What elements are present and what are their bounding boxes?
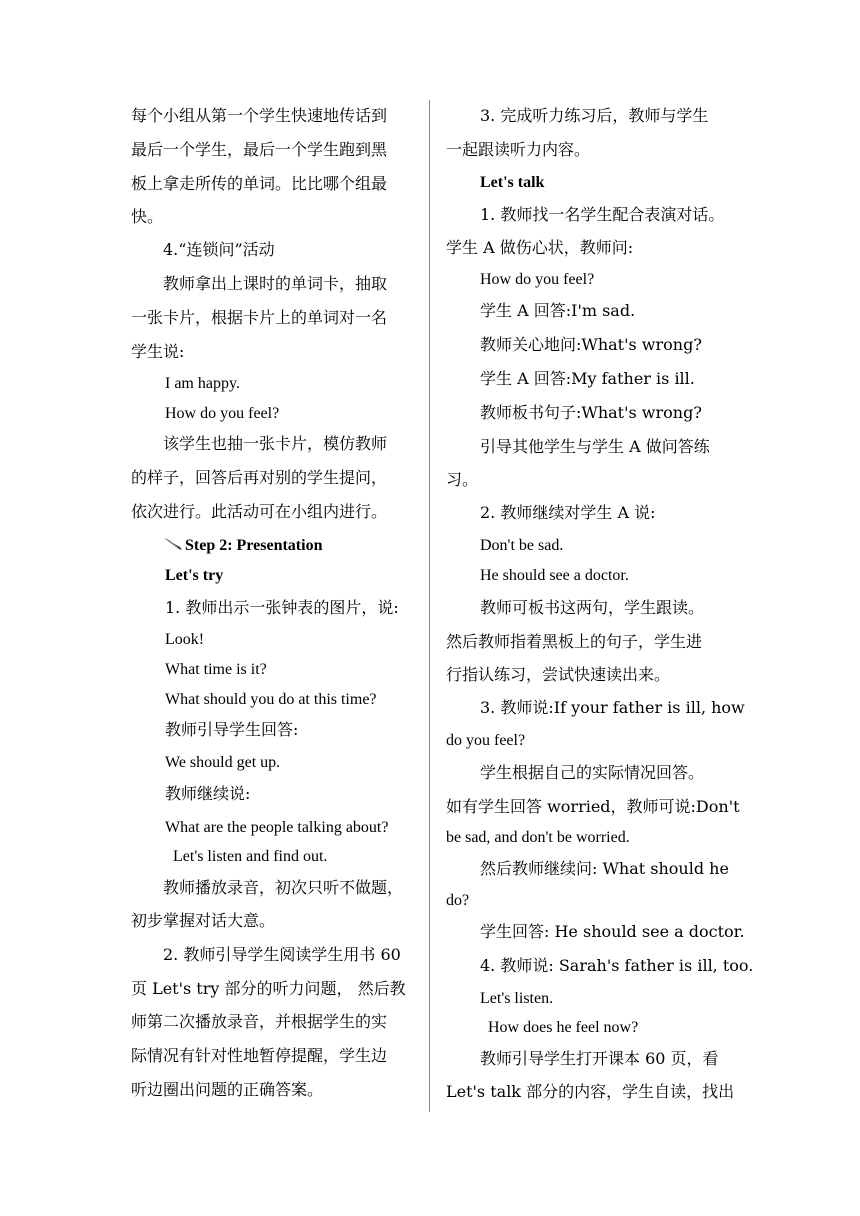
subsection-heading: Let's talk <box>480 174 545 191</box>
english-line: do? <box>446 892 470 909</box>
english-line: Look! <box>165 631 205 648</box>
text-line: 学生 A 回答:My father is ill. <box>480 369 695 388</box>
english-line: do you feel? <box>446 732 526 749</box>
text-line: 教师引导学生打开课本 60 页，看 <box>480 1049 719 1068</box>
text-line: 如有学生回答 worried，教师可说:Don't <box>446 797 740 816</box>
text-line: 3. 完成听力练习后，教师与学生 <box>480 106 709 125</box>
english-line: What are the people talking about? <box>165 819 389 836</box>
text-line: 教师关心地问:What's wrong? <box>480 335 702 354</box>
text-line: 教师拿出上课时的单词卡，抽取 <box>163 274 388 293</box>
text-line: 教师可板书这两句，学生跟读。 <box>480 598 705 617</box>
section-heading: 4.“连锁问”活动 <box>163 240 275 259</box>
text-line: 2. 教师引导学生阅读学生用书 60 <box>163 945 401 964</box>
english-line: We should get up. <box>165 754 281 771</box>
english-line: Don't be sad. <box>480 537 564 554</box>
text-line: 教师播放录音，初次只听不做题， <box>163 878 404 897</box>
text-line: 每个小组从第一个学生快速地传话到 <box>131 106 388 125</box>
text-line: 快。 <box>131 207 164 226</box>
english-line: be sad, and don't be worried. <box>446 829 630 846</box>
english-line: How do you feel? <box>480 271 595 288</box>
english-line: He should see a doctor. <box>480 567 629 584</box>
text-line: 初步掌握对话大意。 <box>131 911 276 930</box>
text-line: 该学生也抽一张卡片，模仿教师 <box>163 434 388 453</box>
text-line: 一张卡片，根据卡片上的单词对一名 <box>131 308 388 327</box>
text-line: 一起跟读听力内容。 <box>446 140 591 159</box>
text-line: 学生根据自己的实际情况回答。 <box>480 763 705 782</box>
text-line: 学生 A 回答:I'm sad. <box>480 301 636 320</box>
column-divider <box>429 100 430 1112</box>
text-line: 教师继续说: <box>165 784 251 803</box>
english-line: What time is it? <box>165 661 267 678</box>
text-line: 页 Let's try 部分的听力问题， 然后教 <box>131 979 406 998</box>
text-line: 最后一个学生，最后一个学生跑到黑 <box>131 140 388 159</box>
pen-icon <box>163 537 183 551</box>
text-line: 1. 教师出示一张钟表的图片，说: <box>165 598 399 617</box>
text-line: 4. 教师说: Sarah's father is ill, too. <box>480 956 754 975</box>
text-line: 行指认练习，尝试快速读出来。 <box>446 665 671 684</box>
step-heading <box>163 536 322 556</box>
step-heading-text: Step 2: Presentation <box>185 537 323 554</box>
subsection-heading: Let's try <box>165 567 224 584</box>
english-line: How do you feel? <box>165 405 280 422</box>
english-line: Let's listen and find out. <box>173 848 328 865</box>
text-line: 1. 教师找一名学生配合表演对话。 <box>480 205 725 224</box>
text-line: 然后教师继续问: What should he <box>480 859 729 878</box>
text-line: 听边圈出问题的正确答案。 <box>131 1080 324 1099</box>
text-line: 依次进行。此活动可在小组内进行。 <box>131 502 388 521</box>
text-line: 学生回答: He should see a doctor. <box>480 922 745 941</box>
text-line: 学生说: <box>131 342 185 361</box>
text-line: Let's talk 部分的内容，学生自读，找出 <box>446 1082 735 1101</box>
text-line: 教师板书句子:What's wrong? <box>480 403 702 422</box>
text-line: 学生 A 做伤心状，教师问: <box>446 238 634 257</box>
text-line: 师第二次播放录音，并根据学生的实 <box>131 1012 388 1031</box>
text-line: 的样子，回答后再对别的学生提问， <box>131 468 388 487</box>
english-line: How does he feel now? <box>488 1019 639 1036</box>
text-line: 际情况有针对性地暂停提醒，学生边 <box>131 1046 388 1065</box>
english-line: Let's listen. <box>480 990 554 1007</box>
text-line: 教师引导学生回答: <box>165 720 299 739</box>
english-line: What should you do at this time? <box>165 691 377 708</box>
text-line: 引导其他学生与学生 A 做问答练 <box>480 437 710 456</box>
text-line: 然后教师指着黑板上的句子，学生进 <box>446 632 703 651</box>
text-line: 习。 <box>446 470 479 489</box>
english-line: I am happy. <box>165 375 240 392</box>
text-line: 2. 教师继续对学生 A 说: <box>480 503 656 522</box>
text-line: 板上拿走所传的单词。比比哪个组最 <box>131 174 388 193</box>
text-line: 3. 教师说:If your father is ill, how <box>480 698 745 717</box>
